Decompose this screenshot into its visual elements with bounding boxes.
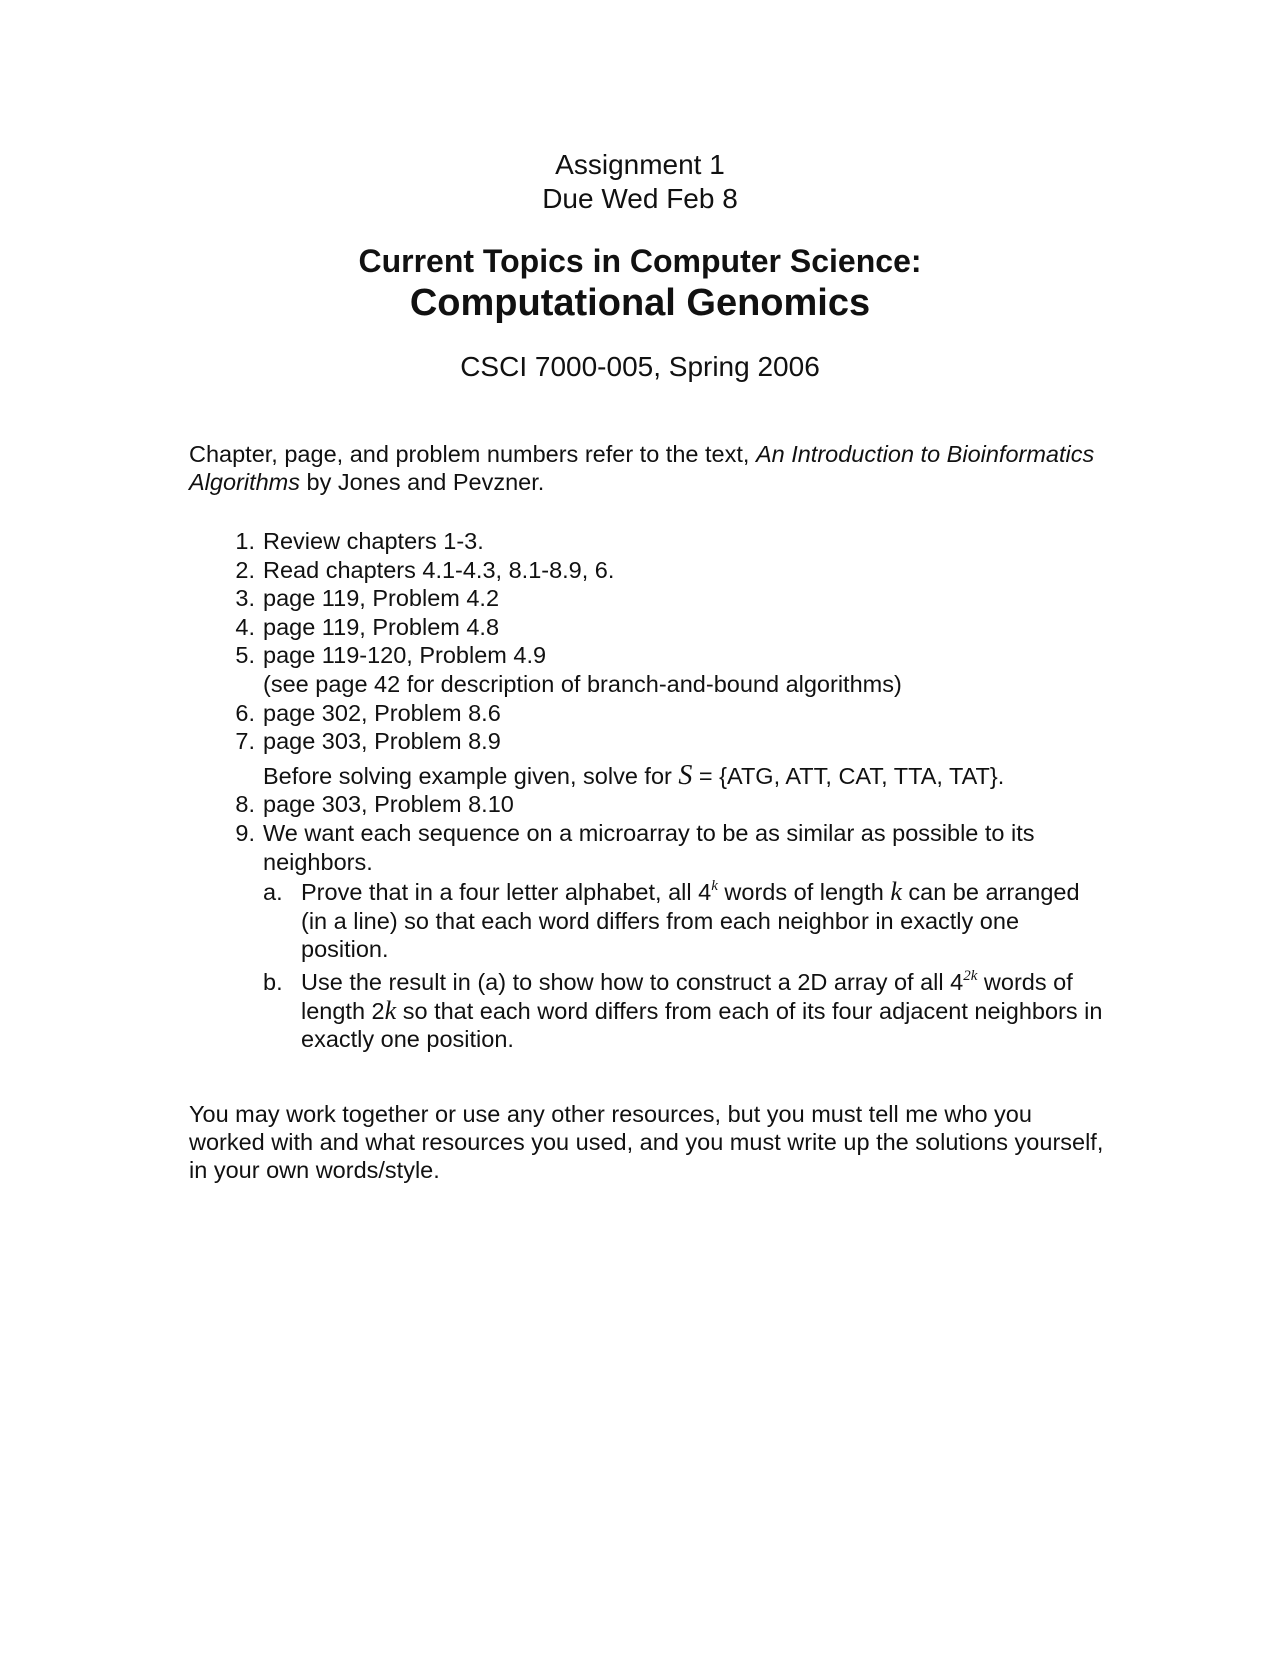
sub-item-label: b. (263, 968, 283, 995)
sub-item-text: so that each word differs from each of its four adjacent neighbors in exactly one position. (301, 997, 1103, 1053)
list-item (189, 641, 1109, 698)
item-number: 1. (235, 528, 255, 554)
sub-item-b (263, 968, 1109, 1054)
assignment-list (189, 527, 1109, 1054)
item-number: 5. (235, 642, 255, 669)
book-title: An Introduction to Bioinformatics Algorithms (189, 441, 1095, 495)
variable: k (890, 877, 902, 907)
sub-item-text: can be arranged (in a line) so that each word differs from each neighbor in exactly one position. (301, 879, 1080, 963)
sub-item-text: words of length 2 (301, 968, 1073, 1024)
intro-paragraph (189, 440, 1109, 496)
item-text: page 303, Problem 8.10 (263, 791, 514, 818)
list-item (189, 819, 1109, 1054)
sub-item-label: a. (263, 879, 283, 906)
intro-suffix: by Jones and Pevzner. (300, 469, 545, 495)
item-number: 4. (235, 613, 255, 640)
item-text: page 303, Problem 8.9 (263, 728, 501, 755)
list-item (189, 613, 1109, 642)
sub-item-text: words of length (717, 879, 891, 906)
item-note: (see page 42 for description of branch-and-bound algorithms) (263, 670, 902, 697)
sub-item-text: Use the result in (a) to show how to construct a 2D array of all 4 (301, 968, 964, 995)
item-number: 8. (235, 791, 255, 818)
item-number: 2. (235, 556, 255, 583)
item-number: 7. (235, 728, 255, 755)
item-text: page 302, Problem 8.6 (263, 699, 501, 726)
item-text: page 119-120, Problem 4.9 (263, 642, 547, 669)
item-note (263, 759, 1109, 791)
item-text: Read chapters 4.1-4.3, 8.1-8.9, 6. (263, 556, 615, 583)
intro-prefix: Chapter, page, and problem numbers refer to the text, (189, 441, 756, 467)
due-date: Due Wed Feb 8 (542, 183, 738, 214)
item-number: 9. (235, 819, 255, 846)
variable: k (384, 995, 397, 1025)
assignment-header (0, 148, 1280, 216)
note-prefix: Before solving example given, solve for (263, 762, 679, 789)
list-item (189, 584, 1109, 613)
closing-paragraph: You may work together or use any other resources, but you must tell me who you worked with and what resources you used, and you must write up the solutions yourself, in your own words/style. (189, 1101, 1104, 1183)
course-info: CSCI 7000-005, Spring 2006 (460, 351, 820, 382)
assignment-number: Assignment 1 (555, 149, 725, 180)
exponent: 2k (963, 967, 978, 984)
list-item (189, 556, 1109, 585)
item-number: 3. (235, 585, 255, 612)
list-item (189, 790, 1109, 819)
title-line-1: Current Topics in Computer Science: (358, 243, 922, 279)
item-text: page 119, Problem 4.2 (263, 585, 500, 612)
document-title (0, 241, 1280, 325)
item-text: We want each sequence on a microarray to be as similar as possible to its neighbors. (263, 819, 1035, 875)
title-line-2: Computational Genomics (409, 282, 871, 324)
list-item (189, 527, 1109, 556)
exponent: k (711, 878, 718, 895)
sub-item-text: Prove that in a four letter alphabet, all 4 (301, 879, 712, 906)
list-item (189, 699, 1109, 728)
item-text: page 119, Problem 4.8 (263, 613, 500, 640)
item-number: 6. (235, 699, 255, 726)
note-suffix: = {ATG, ATT, CAT, TTA, TAT}. (692, 762, 1005, 789)
set-variable: S (678, 759, 693, 791)
list-item (189, 727, 1109, 790)
item-text: Review chapters 1-3. (263, 528, 484, 554)
sub-item-a (263, 878, 1109, 964)
